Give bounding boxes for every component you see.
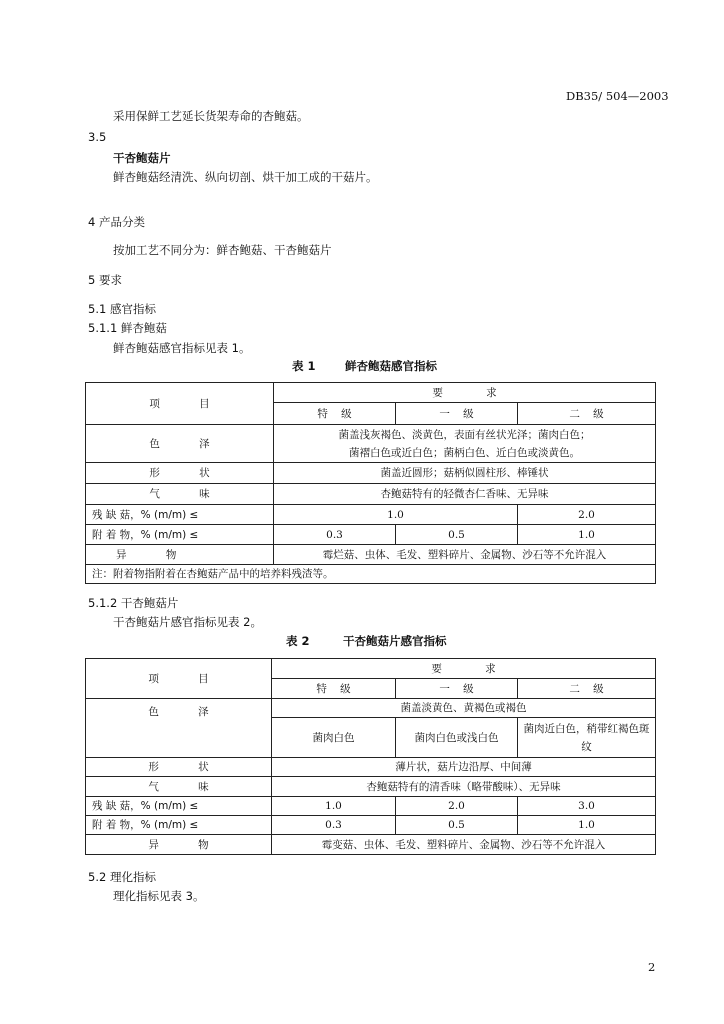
table2-attach-value-2: 0.5: [396, 816, 518, 835]
table1-grade-second: 二 级: [518, 403, 656, 425]
section-5-heading: 5 要求: [88, 273, 122, 287]
table2-color-value-1: 菌肉白色: [272, 718, 396, 758]
table2-smell-label: 气 味: [86, 777, 272, 797]
table2-defect-value-3: 3.0: [518, 797, 656, 816]
table1-defect-label: 残 缺 菇，% (m/m) ≤: [86, 505, 274, 525]
intro-line: 采用保鲜工艺延长货架寿命的杏鲍菇。: [113, 109, 309, 123]
table1-grade-special: 特 级: [274, 403, 396, 425]
table1-note: 注：附着物指附着在杏鲍菇产品中的培养料残渣等。: [86, 565, 656, 584]
table1-foreign-label: 异 物: [86, 545, 274, 565]
table1-attach-value-1: 0.3: [274, 525, 396, 545]
section-4-heading: 4 产品分类: [88, 215, 145, 229]
table1-defect-value-2: 2.0: [518, 505, 656, 525]
table2-color-label: 色 泽: [86, 699, 272, 758]
table2-req-header: 要 求: [272, 659, 656, 679]
table1-item-header: 项 目: [86, 383, 274, 425]
section-5-1-1-heading: 5.1.1 鲜杏鲍菇: [88, 321, 167, 335]
section-5-1-2-heading: 5.1.2 干杏鲍菇片: [88, 596, 179, 610]
table2-number: 表 2: [286, 634, 310, 648]
table1-smell-value: 杏鲍菇特有的轻微杏仁香味、无异味: [274, 484, 656, 505]
section-5-1-2-text: 干杏鲍菇片感官指标见表 2。: [113, 615, 262, 629]
table2-shape-label: 形 状: [86, 758, 272, 777]
table2-color-value-2: 菌肉白色或浅白色: [396, 718, 518, 758]
section-3-5-term: 干杏鲍菇片: [113, 151, 171, 165]
table1-attach-label: 附 着 物，% (m/m) ≤: [86, 525, 274, 545]
table1-grade-first: 一 级: [396, 403, 518, 425]
table1-color-value-line2: 菌褶白色或近白色；菌柄白色、近白色或淡黄色。: [349, 446, 580, 459]
table1-defect-value-1: 1.0: [274, 505, 518, 525]
table1-shape-label: 形 状: [86, 463, 274, 484]
table1-attach-value-2: 0.5: [396, 525, 518, 545]
table2-title: 干杏鲍菇片感官指标: [343, 634, 447, 648]
section-3-5-number: 3.5: [88, 130, 107, 144]
table1-shape-value: 菌盖近圆形；菇柄似圆柱形、棒锤状: [274, 463, 656, 484]
table1-number: 表 1: [292, 359, 316, 373]
section-5-1-1-text: 鲜杏鲍菇感官指标见表 1。: [113, 341, 251, 355]
doc-code: DB35/ 504—2003: [566, 89, 669, 103]
table2-attach-label: 附 着 物，% (m/m) ≤: [86, 816, 272, 835]
table1-foreign-value: 霉烂菇、虫体、毛发、塑料碎片、金属物、沙石等不允许混入: [274, 545, 656, 565]
table2-foreign-label: 异 物: [86, 835, 272, 855]
table1-title: 鲜杏鲍菇感官指标: [345, 359, 437, 373]
section-5-2-text: 理化指标见表 3。: [113, 889, 205, 903]
table2-defect-value-2: 2.0: [396, 797, 518, 816]
table2-color-value-3: 菌肉近白色，稍带红褐色斑纹: [518, 718, 656, 758]
table2-shape-value: 薄片状，菇片边沿厚、中间薄: [272, 758, 656, 777]
table1-color-value-line1: 菌盖浅灰褐色、淡黄色，表面有丝状光泽；菌肉白色；: [338, 428, 591, 441]
table2-attach-value-3: 1.0: [518, 816, 656, 835]
table2-grade-special: 特 级: [272, 679, 396, 699]
table1-req-header: 要 求: [274, 383, 656, 403]
table2-foreign-value: 霉变菇、虫体、毛发、塑料碎片、金属物、沙石等不允许混入: [272, 835, 656, 855]
table2-defect-value-1: 1.0: [272, 797, 396, 816]
table1-smell-label: 气 味: [86, 484, 274, 505]
table2-defect-label: 残 缺 菇，% (m/m) ≤: [86, 797, 272, 816]
table1-color-label: 色 泽: [86, 425, 274, 463]
table1-color-value: [274, 425, 656, 463]
table2-smell-value: 杏鲍菇特有的清香味（略带酸味）、无异味: [272, 777, 656, 797]
section-4-text: 按加工艺不同分为：鲜杏鲍菇、干杏鲍菇片: [113, 243, 332, 257]
table2-grade-second: 二 级: [518, 679, 656, 699]
table2-color-common: 菌盖淡黄色、黄褐色或褐色: [272, 699, 656, 718]
table2-item-header: 项 目: [86, 659, 272, 699]
table2-grade-first: 一 级: [396, 679, 518, 699]
table2-attach-value-1: 0.3: [272, 816, 396, 835]
table1-attach-value-3: 1.0: [518, 525, 656, 545]
section-5-2-heading: 5.2 理化指标: [88, 870, 156, 884]
section-5-1-heading: 5.1 感官指标: [88, 302, 156, 316]
table-2: [85, 658, 656, 855]
page-number: 2: [648, 960, 656, 974]
table-1: [85, 382, 656, 584]
section-3-5-definition: 鲜杏鲍菇经清洗、纵向切剖、烘干加工成的干菇片。: [113, 170, 378, 184]
